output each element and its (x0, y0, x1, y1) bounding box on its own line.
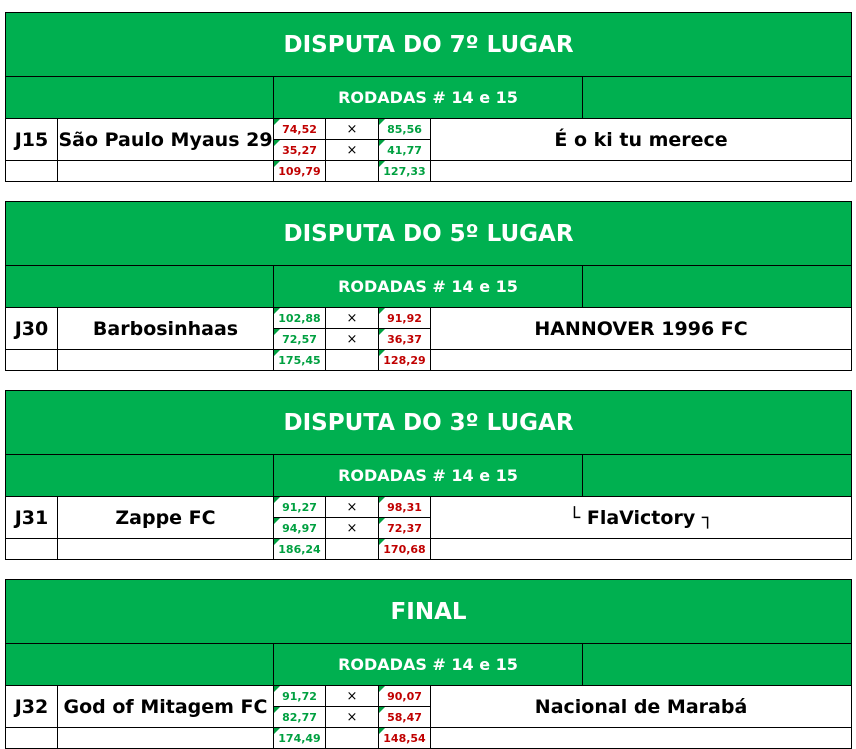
versus-symbol: × (326, 140, 379, 161)
header-spacer-right (583, 455, 852, 497)
empty-cell (6, 350, 58, 371)
match-title: DISPUTA DO 3º LUGAR (6, 391, 852, 455)
away-team-name: HANNOVER 1996 FC (431, 308, 852, 350)
away-score-round-15: 72,37 (379, 518, 431, 539)
home-score-round-15: 72,57 (274, 329, 326, 350)
home-score-round-15: 35,27 (274, 140, 326, 161)
empty-cell (326, 539, 379, 560)
away-total-score: 148,54 (379, 728, 431, 749)
empty-cell (431, 728, 852, 749)
away-total-score: 128,29 (379, 350, 431, 371)
home-score-round-14: 74,52 (274, 119, 326, 140)
match-code: J31 (6, 497, 58, 539)
empty-cell (326, 728, 379, 749)
away-team-name: └ FlaVictory ┐ (431, 497, 852, 539)
home-total-score: 109,79 (274, 161, 326, 182)
match-code: J32 (6, 686, 58, 728)
match-code: J30 (6, 308, 58, 350)
match-title: DISPUTA DO 5º LUGAR (6, 202, 852, 266)
match-table (5, 12, 852, 182)
match-block (5, 201, 851, 371)
rounds-label: RODADAS # 14 e 15 (274, 77, 583, 119)
home-team-name: São Paulo Myaus 29 (58, 119, 274, 161)
rounds-label: RODADAS # 14 e 15 (274, 644, 583, 686)
empty-cell (58, 350, 274, 371)
versus-symbol: × (326, 329, 379, 350)
match-block (5, 579, 851, 749)
away-score-round-14: 91,92 (379, 308, 431, 329)
away-score-round-15: 41,77 (379, 140, 431, 161)
header-spacer-left (6, 77, 274, 119)
versus-symbol: × (326, 518, 379, 539)
rounds-label: RODADAS # 14 e 15 (274, 455, 583, 497)
header-spacer-left (6, 455, 274, 497)
empty-cell (6, 728, 58, 749)
away-score-round-15: 36,37 (379, 329, 431, 350)
versus-symbol: × (326, 686, 379, 707)
home-team-name: God of Mitagem FC (58, 686, 274, 728)
home-team-name: Barbosinhaas (58, 308, 274, 350)
header-spacer-left (6, 266, 274, 308)
home-score-round-15: 94,97 (274, 518, 326, 539)
empty-cell (431, 161, 852, 182)
match-table (5, 390, 852, 560)
match-code: J15 (6, 119, 58, 161)
empty-cell (326, 161, 379, 182)
empty-cell (6, 161, 58, 182)
empty-cell (58, 161, 274, 182)
away-score-round-14: 90,07 (379, 686, 431, 707)
empty-cell (431, 350, 852, 371)
header-spacer-right (583, 266, 852, 308)
home-score-round-14: 102,88 (274, 308, 326, 329)
empty-cell (431, 539, 852, 560)
match-table (5, 579, 852, 749)
away-team-name: É o ki tu merece (431, 119, 852, 161)
home-total-score: 186,24 (274, 539, 326, 560)
versus-symbol: × (326, 119, 379, 140)
match-title: DISPUTA DO 7º LUGAR (6, 13, 852, 77)
away-total-score: 127,33 (379, 161, 431, 182)
match-block (5, 390, 851, 560)
rounds-label: RODADAS # 14 e 15 (274, 266, 583, 308)
away-score-round-14: 85,56 (379, 119, 431, 140)
match-table (5, 201, 852, 371)
match-block (5, 12, 851, 182)
header-spacer-left (6, 644, 274, 686)
empty-cell (6, 539, 58, 560)
away-team-name: Nacional de Marabá (431, 686, 852, 728)
header-spacer-right (583, 644, 852, 686)
home-team-name: Zappe FC (58, 497, 274, 539)
empty-cell (58, 539, 274, 560)
home-total-score: 174,49 (274, 728, 326, 749)
home-total-score: 175,45 (274, 350, 326, 371)
home-score-round-15: 82,77 (274, 707, 326, 728)
empty-cell (58, 728, 274, 749)
versus-symbol: × (326, 308, 379, 329)
away-total-score: 170,68 (379, 539, 431, 560)
home-score-round-14: 91,72 (274, 686, 326, 707)
home-score-round-14: 91,27 (274, 497, 326, 518)
match-title: FINAL (6, 580, 852, 644)
header-spacer-right (583, 77, 852, 119)
empty-cell (326, 350, 379, 371)
away-score-round-14: 98,31 (379, 497, 431, 518)
versus-symbol: × (326, 707, 379, 728)
away-score-round-15: 58,47 (379, 707, 431, 728)
versus-symbol: × (326, 497, 379, 518)
